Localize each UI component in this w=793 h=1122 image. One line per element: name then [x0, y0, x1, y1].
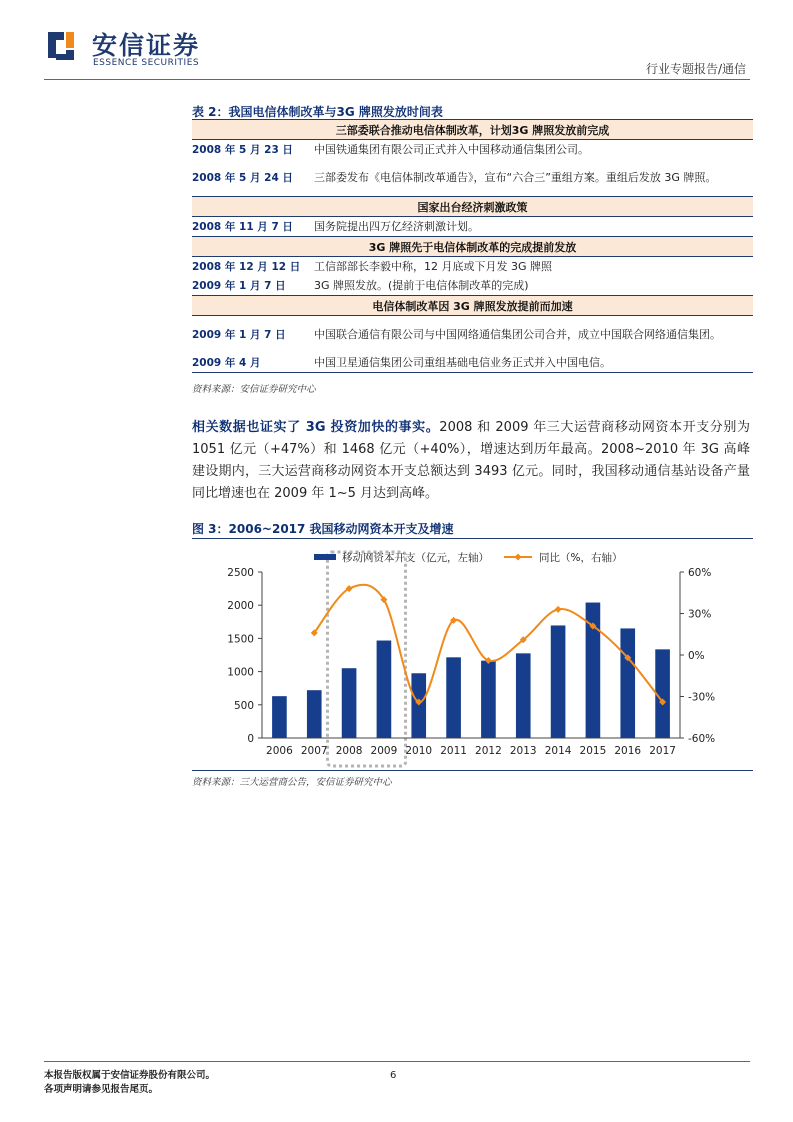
row-description: 中国卫星通信集团公司重组基础电信业务正式并入中国电信。 — [314, 353, 753, 373]
row-description: 中国铁通集团有限公司正式并入中国移动通信集团公司。 — [314, 143, 589, 156]
legend-bar-label: 移动网资本开支（亿元，左轴） — [342, 552, 489, 564]
capex-bar — [446, 657, 461, 738]
row-date: 2009 年 1 月 7 日 — [192, 329, 286, 341]
figure-source: 资料来源：三大运营商公告，安信证券研究中心 — [192, 777, 392, 788]
left-tick-label: 1500 — [227, 633, 254, 646]
capex-bar — [342, 668, 357, 738]
capex-bar — [307, 690, 322, 738]
capex-bar — [551, 625, 566, 738]
right-tick-label: -60% — [688, 733, 716, 745]
table-row — [192, 353, 753, 373]
x-tick-label: 2006 — [266, 745, 293, 757]
section-heading: 三部委联合推动电信体制改革，计划3G 牌照发放前完成 — [192, 120, 753, 140]
report-category: 行业专题报告/通信 — [645, 62, 746, 76]
table-row — [192, 140, 753, 160]
legend-bar-swatch — [314, 554, 336, 560]
row-description: 中国联合通信有限公司与中国网络通信集团公司合并，成立中国联合网络通信集团。 — [314, 328, 721, 341]
capex-bar — [377, 641, 392, 738]
x-tick-label: 2007 — [300, 745, 328, 757]
table-row — [192, 159, 753, 197]
figure-top-rule — [192, 538, 753, 539]
table-section-header — [192, 296, 753, 316]
row-date: 2008 年 5 月 23 日 — [192, 144, 293, 156]
footer-disclaimer — [44, 1069, 215, 1097]
body-paragraph — [192, 417, 750, 505]
left-tick-label: 500 — [233, 699, 254, 712]
section-heading: 3G 牌照先于电信体制改革的完成提前发放 — [192, 237, 753, 257]
page-number: 6 — [390, 1070, 397, 1081]
table-row — [192, 276, 753, 296]
row-date: 2009 年 1 月 7 日 — [192, 280, 286, 292]
table-section-header — [192, 237, 753, 257]
x-tick-label: 2011 — [440, 745, 467, 757]
disclaimer-line: 本报告版权属于安信证券股份有限公司。 — [44, 1070, 216, 1081]
x-tick-label: 2015 — [579, 745, 607, 757]
table-section-header — [192, 120, 753, 140]
row-date: 2008 年 11 月 7 日 — [192, 221, 293, 233]
row-description: 3G 牌照发放。(提前于电信体制改革的完成) — [314, 279, 529, 292]
x-tick-label: 2014 — [544, 745, 572, 757]
disclaimer-line: 各项声明请参见报告尾页。 — [44, 1084, 159, 1095]
row-date: 2008 年 5 月 24 日 — [192, 172, 293, 184]
capex-bar — [411, 673, 426, 738]
footer-divider — [44, 1061, 750, 1062]
x-tick-label: 2012 — [475, 745, 502, 757]
right-tick-label: -30% — [688, 691, 716, 704]
section-heading: 电信体制改革因 3G 牌照发放提前而加速 — [192, 296, 753, 316]
paragraph-body: 2008 和 2009 年三大运营商移动网资本开支分别为 1051 亿元（+47%）和 1468 亿元（+40%），增速达到历年最高。2008~2010 年 3G 高峰建设期内，三大运营商移动网资本开支总额达到 3493 亿元。同时，我国移动通信基站设备产量同比增速也在 2009 年 1~5 月达到高峰。 — [192, 420, 750, 501]
figure-title: 图 3：2006~2017 我国移动网资本开支及增速 — [192, 522, 454, 536]
x-tick-label: 2009 — [370, 745, 398, 757]
left-tick-label: 2500 — [227, 567, 254, 579]
capex-chart — [192, 542, 753, 768]
row-date: 2008 年 12 月 12 日 — [192, 261, 301, 273]
x-tick-label: 2016 — [614, 745, 642, 757]
row-description: 国务院提出四万亿经济刺激计划。 — [314, 220, 479, 233]
table-row — [192, 316, 753, 354]
header-divider — [44, 79, 750, 80]
x-tick-label: 2010 — [405, 745, 433, 757]
left-tick-label: 2000 — [227, 600, 254, 613]
yoy-point — [555, 606, 562, 613]
policy-timeline-table — [192, 119, 753, 373]
capex-bar — [481, 661, 496, 738]
left-tick-label: 1000 — [227, 666, 254, 679]
x-tick-label: 2017 — [649, 745, 676, 757]
table-row — [192, 257, 753, 277]
right-tick-label: 60% — [688, 567, 712, 579]
row-date: 2009 年 4 月 — [192, 353, 314, 373]
legend-line-marker — [515, 554, 522, 561]
section-heading: 国家出台经济刺激政策 — [192, 197, 753, 217]
right-tick-label: 30% — [688, 608, 712, 621]
legend-line-label: 同比（%，右轴） — [539, 552, 623, 564]
row-description: 三部委发布《电信体制改革通告》，宣布“六合三”重组方案。重组后发放 3G 牌照。 — [314, 171, 717, 184]
table-source: 资料来源：安信证券研究中心 — [192, 384, 316, 395]
logo-icon — [44, 28, 78, 68]
paragraph-lead: 相关数据也证实了 3G 投资加快的事实。 — [192, 420, 440, 435]
table-row — [192, 217, 753, 237]
brand-name-en: ESSENCE SECURITIES — [93, 58, 200, 68]
table-title: 表 2：我国电信体制改革与3G 牌照发放时间表 — [192, 105, 443, 119]
brand-name: 安信证券 — [92, 31, 201, 60]
x-tick-label: 2008 — [335, 745, 363, 757]
table-section-header — [192, 197, 753, 217]
figure-bottom-rule — [192, 770, 753, 771]
x-tick-label: 2013 — [509, 745, 537, 757]
capex-bar — [620, 628, 635, 738]
capex-bar — [516, 653, 531, 738]
capex-bar — [272, 696, 287, 738]
right-tick-label: 0% — [688, 650, 705, 662]
left-tick-label: 0 — [247, 733, 254, 745]
row-description: 工信部部长李毅中称，12 月底或下月发 3G 牌照 — [314, 260, 553, 273]
